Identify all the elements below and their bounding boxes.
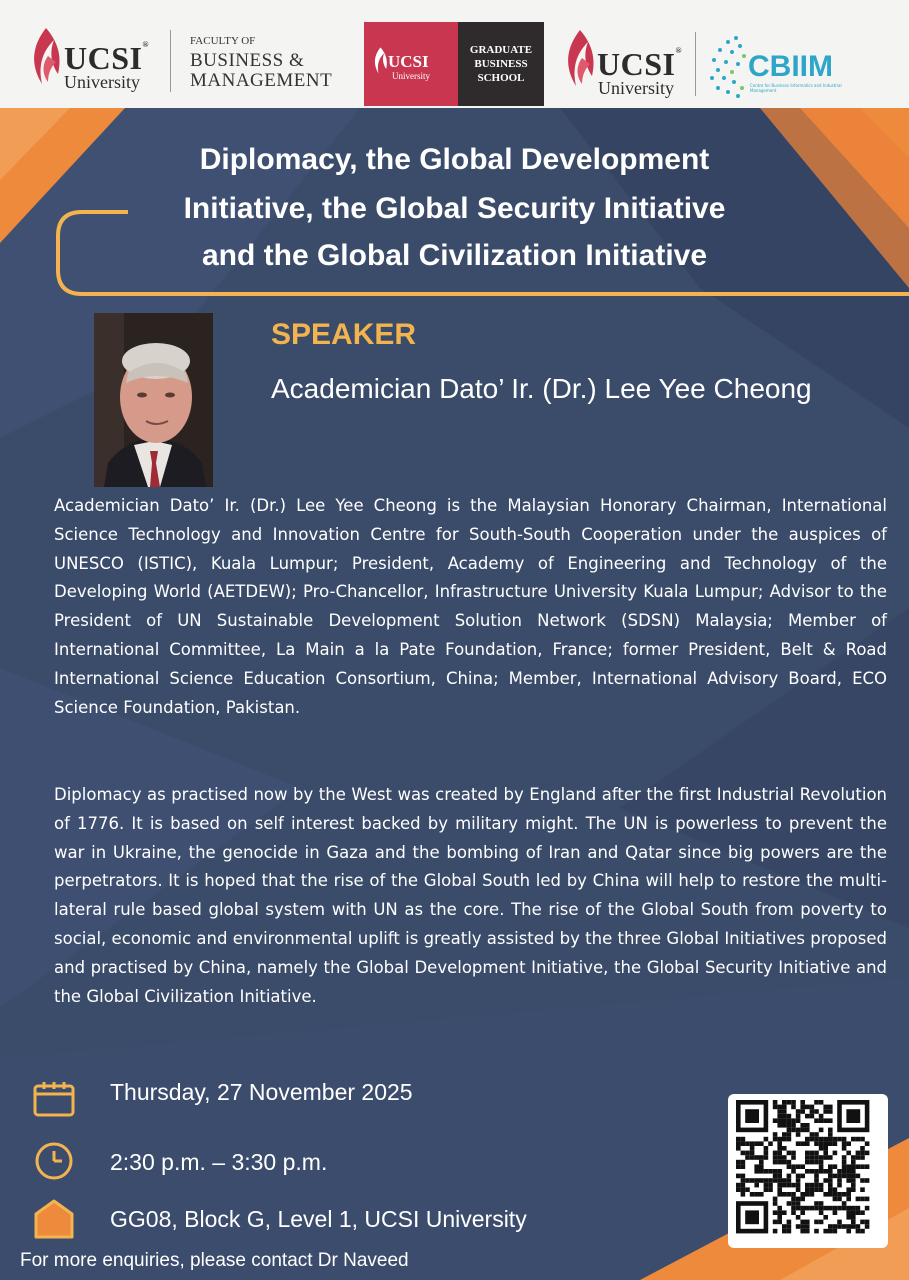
ucsi-flame-icon xyxy=(562,28,596,90)
calendar-icon xyxy=(32,1080,76,1118)
ucsi-logo-name-1: UCSI® xyxy=(64,40,149,76)
speaker-name: Academician Dato’ Ir. (Dr.) Lee Yee Cheong xyxy=(271,373,812,404)
ucsi-logo-name-2: UCSI® xyxy=(597,46,682,82)
speaker-photo xyxy=(94,313,213,487)
qr-code-pattern xyxy=(728,1094,888,1248)
gbs-ucsi-sub: University xyxy=(392,71,430,81)
event-title-line1: Diplomacy, the Global Development xyxy=(199,143,710,176)
gbs-logo-box xyxy=(364,22,458,106)
speaker-label: SPEAKER xyxy=(271,318,417,351)
gbs-line-1: GRADUATE xyxy=(469,44,533,56)
event-title-line2: Initiative, the Global Security Initiative xyxy=(183,192,726,225)
cbiim-logo-name: CBIIM xyxy=(748,50,833,83)
cbiim-dots-icon xyxy=(708,34,748,100)
logo-header xyxy=(0,0,909,108)
clock-icon xyxy=(32,1141,76,1181)
faculty-name-line2: MANAGEMENT xyxy=(190,70,333,91)
faculty-name-line1: BUSINESS & xyxy=(190,50,305,71)
gbs-text-box xyxy=(458,22,544,106)
speaker-bio: Academician Dato’ Ir. (Dr.) Lee Yee Cheong is the Malaysian Honorary Chairman, International Science Technology and Innovation Centre for South-South Cooperation under the auspices of UNESCO (ISTIC), Kuala Lumpur; President, Academy of Engineering and Technology of the Developing World (AETDEW); Pro-Chancellor, Infrastructure University Kuala Lumpur; Advisor to the President of UN Sustainable Development Solution Network (SDSN) Malaysia; Member of International Committee, La Main a la Pate Foundation, France; former President, Belt & Road International Science Education Consortium, China; Member, International Advisory Board, ECO Science Foundation, Pakistan. xyxy=(54,496,887,717)
enquiry-text: For more enquiries, please contact Dr Naveed xyxy=(20,1250,409,1271)
event-time: 2:30 p.m. – 3:30 p.m. xyxy=(110,1149,328,1175)
qr-code[interactable] xyxy=(728,1094,888,1248)
event-venue: GG08, Block G, Level 1, UCSI University xyxy=(110,1206,527,1232)
ucsi-logo-sub-2: University xyxy=(598,78,674,98)
location-icon xyxy=(32,1198,76,1240)
event-title-line3: and the Global Civilization Initiative xyxy=(201,239,708,272)
header-divider xyxy=(695,32,696,96)
talk-abstract: Diplomacy as practised now by the West was created by England after the first Industrial Revolution of 1776. It is based on self interest backed by military might. The UN is powerless to prevent the war in Ukraine, the genocide in Gaza and the bombing of Iran and Qatar since big powers are the perpetrators. It is hoped that the rise of the Global South led by China will help to restore the multi-lateral rule based global system with UN as the core. The rise of the Global South from poverty to social, economic and environmental uplift is greatly assisted by the three Global Initiatives proposed and practised by China, namely the Global Development Initiative, the Global Security Initiative and the Global Civilization Initiative. xyxy=(54,785,887,1006)
faculty-of-label: FACULTY OF xyxy=(190,35,256,47)
gbs-line-3: SCHOOL xyxy=(477,72,525,84)
gbs-line-2: BUSINESS xyxy=(474,58,528,70)
header-divider xyxy=(170,30,171,92)
ucsi-flame-icon xyxy=(28,26,62,88)
ucsi-logo-sub-1: University xyxy=(64,72,140,92)
gbs-ucsi-name: UCSI xyxy=(388,52,429,71)
event-date: Thursday, 27 November 2025 xyxy=(110,1079,413,1105)
cbiim-logo-sub: Centre for Business Informatics and Industrial Management xyxy=(750,83,842,93)
ucsi-flame-icon xyxy=(372,46,388,76)
